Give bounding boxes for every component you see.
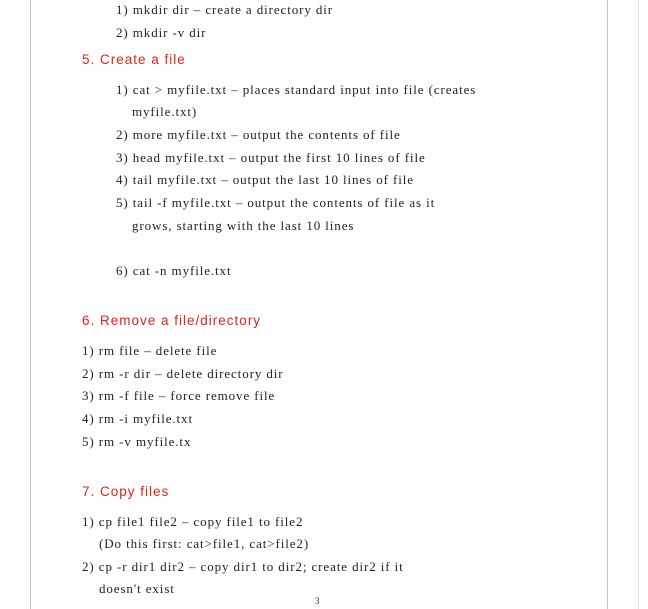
list-item: 4) tail myfile.txt – output the last 10 lines of file [116, 172, 414, 187]
list-item: 2) rm -r dir – delete directory dir [82, 366, 284, 381]
page-gutter [638, 0, 639, 609]
list-item: 1) cat > myfile.txt – places standard input into file (creates [116, 82, 477, 97]
list-item: 5) tail -f myfile.txt – output the contents of file as it [116, 195, 436, 210]
list-item: 2) mkdir -v dir [116, 25, 207, 40]
page-number: 3 [315, 596, 320, 606]
list-item: 3) rm -f file – force remove file [82, 388, 276, 403]
list-item: 1) mkdir dir – create a directory dir [116, 2, 334, 17]
list-item: 1) cp file1 file2 – copy file1 to file2 [82, 514, 304, 529]
list-item-continuation: (Do this first: cat>file1, cat>file2) [99, 536, 310, 551]
list-item-continuation: myfile.txt) [132, 104, 198, 119]
section-heading-copy: 7. Copy files [82, 484, 170, 499]
list-item: 2) more myfile.txt – output the contents of file [116, 127, 401, 142]
list-item-continuation: grows, starting with the last 10 lines [132, 218, 355, 233]
list-item: 2) cp -r dir1 dir2 – copy dir1 to dir2; create dir2 if it [82, 559, 404, 574]
list-item: 1) rm file – delete file [82, 343, 218, 358]
list-item: 5) rm -v myfile.tx [82, 434, 192, 449]
section-heading-create-file: 5. Create a file [82, 52, 186, 67]
section-heading-remove: 6. Remove a file/directory [82, 313, 262, 328]
list-item: 6) cat -n myfile.txt [116, 263, 232, 278]
list-item-continuation: doesn't exist [99, 581, 175, 596]
list-item: 4) rm -i myfile.txt [82, 411, 193, 426]
list-item: 3) head myfile.txt – output the first 10 lines of file [116, 150, 426, 165]
